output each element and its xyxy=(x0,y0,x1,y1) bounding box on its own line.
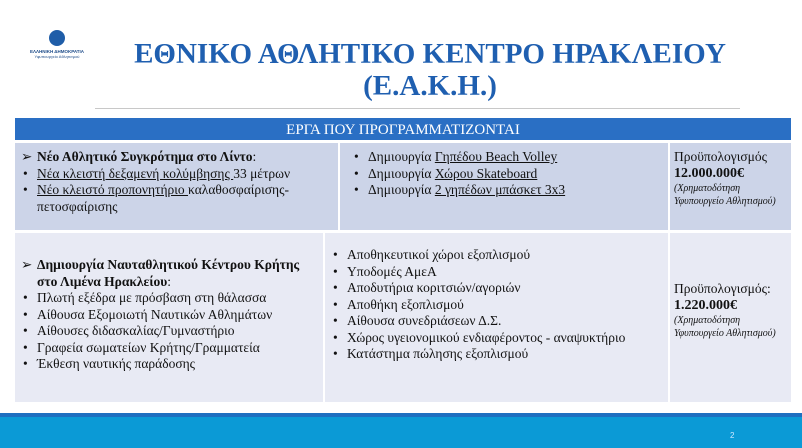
budget-cell xyxy=(670,143,791,230)
item-underlined: Γηπέδου Beach Volley xyxy=(434,149,558,164)
ministry-logo xyxy=(22,30,92,59)
funding-note: (Χρηματοδότηση Υφυπουργείο Αθλητισμού) xyxy=(674,183,776,207)
title-line2: (Ε.Α.Κ.Η.) xyxy=(363,70,497,102)
funding-note: (Χρηματοδότηση Υφυπουργείο Αθλητισμού) xyxy=(674,315,776,339)
logo-line1: ΕΛΛΗΝΙΚΗ ΔΗΜΟΚΡΑΤΙΑ xyxy=(29,49,85,54)
budget-label: Προϋπολογισμός: xyxy=(674,281,771,296)
list-item: • Κατάστημα πώλησης εξοπλισμού xyxy=(331,346,662,363)
table-header: ΕΡΓΑ ΠΟΥ ΠΡΟΓΡΑΜΜΑΤΙΖΟΝΤΑΙ xyxy=(15,118,791,143)
budget-cell xyxy=(670,233,791,402)
crest-icon xyxy=(49,30,65,46)
budget-amount: 12.000.000€ xyxy=(674,165,744,181)
slide-title xyxy=(100,38,760,102)
item-underlined: Νέο κλειστό προπονητήριο xyxy=(37,182,189,197)
facilities-cell xyxy=(325,233,670,402)
budget-label: Προϋπολογισμός xyxy=(674,149,767,164)
page-number: 2 xyxy=(730,431,735,440)
list-item: ➢ Δημιουργία Ναυταθλητικού Κέντρου Κρήτης στο Λιμένα Ηρακλείου: xyxy=(21,257,317,290)
facilities-cell xyxy=(340,143,670,230)
item-text: καλαθοσφαίρισης-πετοσφαίρισης xyxy=(37,182,289,214)
list-item: • Αποθήκη εξοπλισμού xyxy=(331,297,662,314)
title-line1: ΕΘΝΙΚΟ ΑΘΛΗΤΙΚΟ ΚΕΝΤΡΟ ΗΡΑΚΛΕΙΟΥ xyxy=(134,38,726,70)
list-item: • Υποδομές ΑμεΑ xyxy=(331,264,662,281)
table-row xyxy=(15,143,791,230)
list-item: • Χώρος υγειονομικού ενδιαφέροντος - αναψυκτήριο xyxy=(331,330,662,347)
list-item: • Έκθεση ναυτικής παράδοσης xyxy=(21,356,317,373)
project-heading: Νέο Αθλητικό Συγκρότημα στο Λίντο xyxy=(37,149,253,164)
table-row xyxy=(15,230,791,402)
list-item: • Αποδυτήρια κοριτσιών/αγοριών xyxy=(331,280,662,297)
list-item: • Αίθουσα συνεδριάσεων Δ.Σ. xyxy=(331,313,662,330)
budget-amount: 1.220.000€ xyxy=(674,297,737,313)
item-text: Δημιουργία xyxy=(368,149,435,164)
list-item: • Πλωτή εξέδρα με πρόσβαση στη θάλασσα xyxy=(21,290,317,307)
list-item: • Αίθουσα Εξομοιωτή Ναυτικών Αθλημάτων xyxy=(21,307,317,324)
list-item xyxy=(352,182,662,199)
item-underlined: Νέα κλειστή δεξαμενή κολύμβησης xyxy=(37,165,234,181)
divider xyxy=(95,108,740,109)
project-heading: Δημιουργία Ναυταθλητικού Κέντρου Κρήτης στο Λιμένα Ηρακλείου xyxy=(37,257,300,289)
list-item: ➢ Νέο Αθλητικό Συγκρότημα στο Λίντο: xyxy=(21,149,332,166)
item-text: 33 μέτρων xyxy=(233,165,291,181)
list-item xyxy=(352,149,662,166)
logo-line2: Υφυπουργείο Αθλητισμού xyxy=(34,54,80,59)
list-item: • Γραφεία σωματείων Κρήτης/Γραμματεία xyxy=(21,340,317,357)
list-item xyxy=(352,166,662,183)
footer-band xyxy=(0,413,802,448)
item-text: Δημιουργία xyxy=(368,182,435,197)
list-item: • Αποθηκευτικοί χώροι εξοπλισμού xyxy=(331,247,662,264)
list-item: • Αίθουσες διδασκαλίας/Γυμναστήριο xyxy=(21,323,317,340)
list-item xyxy=(21,182,332,215)
project-cell xyxy=(15,233,325,402)
projects-table xyxy=(15,118,791,402)
item-text: Δημιουργία xyxy=(368,165,435,181)
project-cell xyxy=(15,143,340,230)
item-underlined: 2 γηπέδων μπάσκετ 3x3 xyxy=(434,182,566,197)
item-underlined: Χώρου Skateboard xyxy=(434,165,538,181)
list-item xyxy=(21,166,332,183)
